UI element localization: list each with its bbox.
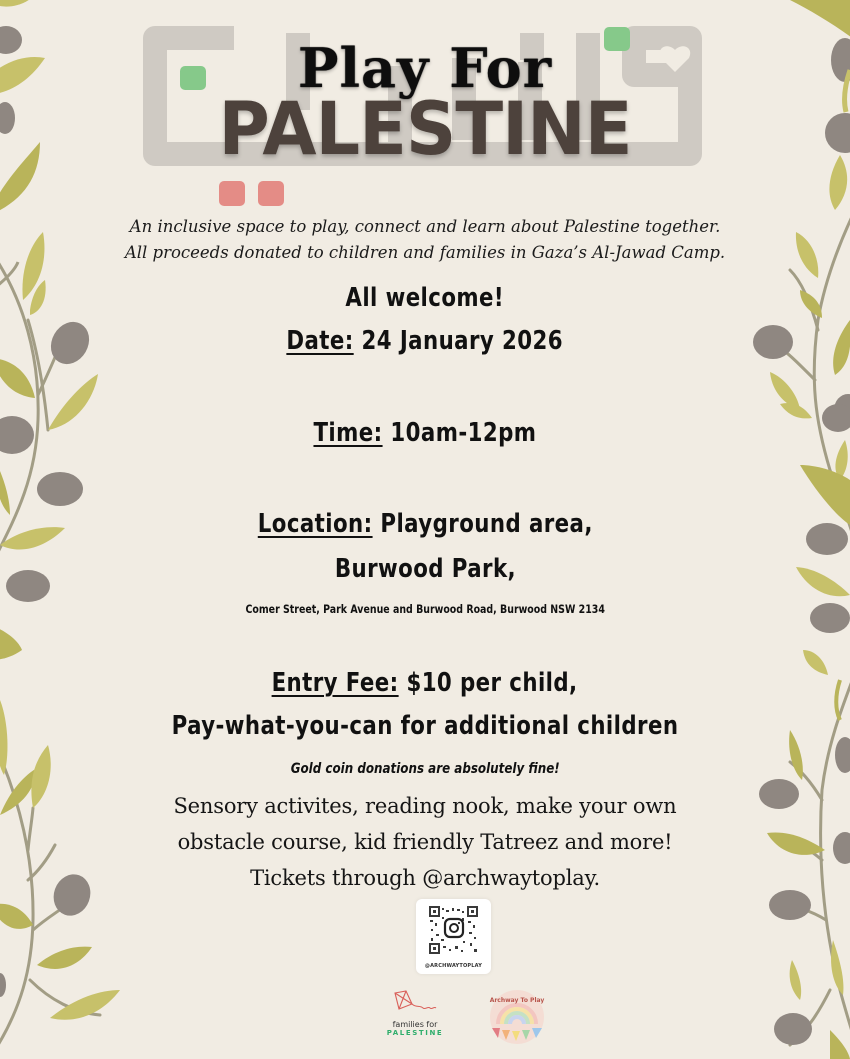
location-value-line-2: Burwood Park, xyxy=(334,554,516,584)
location-row xyxy=(0,509,850,539)
location-value-line-1: Playground area, xyxy=(380,509,593,539)
welcome-text: All welcome! xyxy=(345,283,505,313)
palestine-text: PALESTINE xyxy=(386,1029,444,1037)
date-row xyxy=(0,326,850,356)
location-line-2-row xyxy=(0,554,850,584)
instagram-icon xyxy=(445,919,463,937)
families-for-palestine-logo xyxy=(380,990,450,1037)
time-row xyxy=(0,418,850,448)
time-value: 10am-12pm xyxy=(390,418,537,448)
location-label: Location: xyxy=(257,509,373,539)
tickets-line: Tickets through @archwaytoplay. xyxy=(250,866,600,890)
location-address: Comer Street, Park Avenue and Burwood Road, Burwood NSW 2134 xyxy=(245,602,605,616)
archway-to-play-logo xyxy=(486,990,548,1046)
date-label: Date: xyxy=(286,326,354,356)
qr-caption: @ARCHWAYTOPLAY xyxy=(424,963,483,969)
gold-coin-row xyxy=(0,758,850,777)
title-line-2: PALESTINE xyxy=(218,85,632,173)
welcome-row xyxy=(0,283,850,313)
families-for-text: families for xyxy=(392,1020,438,1029)
address-row xyxy=(0,598,850,617)
title-line-1: Play For xyxy=(297,36,553,100)
entry-fee-row xyxy=(0,668,850,698)
instagram-qr-code[interactable] xyxy=(416,899,491,974)
activities-block xyxy=(0,788,850,896)
entry-fee-label: Entry Fee: xyxy=(272,668,400,698)
tagline-line-2: All proceeds donated to children and families in Gaza’s Al-Jawad Camp. xyxy=(124,243,726,262)
date-value: 24 January 2026 xyxy=(361,326,564,356)
svg-text:Archway To Play: Archway To Play xyxy=(489,997,545,1004)
kite-icon xyxy=(390,990,440,1014)
tagline-line-1: An inclusive space to play, connect and learn about Palestine together. xyxy=(129,217,721,236)
entry-fee-line-2: Pay-what-you-can for additional children xyxy=(171,711,679,741)
activities-line-2: obstacle course, kid friendly Tatreez and more! xyxy=(177,830,673,854)
entry-fee-line-2-row xyxy=(0,711,850,741)
tagline xyxy=(0,214,850,266)
activities-line-1: Sensory activites, reading nook, make your own xyxy=(173,794,677,818)
gold-coin-note: Gold coin donations are absolutely fine! xyxy=(290,761,560,777)
entry-fee-value: $10 per child, xyxy=(406,668,578,698)
rainbow-icon xyxy=(486,990,548,1046)
time-label: Time: xyxy=(313,418,383,448)
